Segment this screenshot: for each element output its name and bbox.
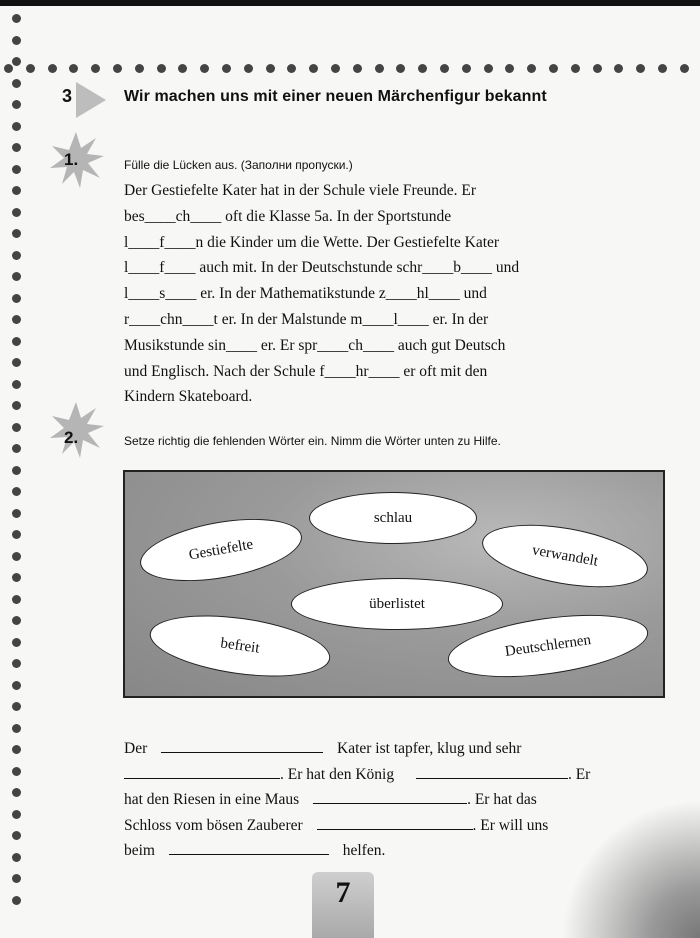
border-dot [12, 767, 21, 776]
text-segment: helfen. [342, 842, 386, 860]
border-dot [12, 272, 21, 281]
section-title: Wir machen uns mit einer neuen Märchenfigur bekannt [124, 88, 547, 105]
task-1-text [124, 178, 664, 410]
border-dot [12, 358, 21, 367]
border-dot [12, 143, 21, 152]
border-dot [12, 337, 21, 346]
task-1-instruction: Fülle die Lücken aus. (Заполни пропуски.) [124, 158, 353, 172]
border-dot [658, 64, 667, 73]
border-dot [12, 122, 21, 131]
border-dot [12, 702, 21, 711]
border-dot [527, 64, 536, 73]
fill-blank[interactable] [313, 789, 467, 804]
border-dot [222, 64, 231, 73]
top-dotted-border [0, 62, 700, 76]
fill-blank[interactable] [124, 764, 280, 779]
border-dot [287, 64, 296, 73]
text-line: l____s____ er. In der Mathematikstunde z____hl____ und [124, 285, 487, 303]
text-segment: . Er hat das [467, 791, 537, 809]
border-dot [157, 64, 166, 73]
text-segment: beim [124, 842, 155, 860]
word-oval-verwandelt: verwandelt [477, 514, 652, 598]
page-number: 7 [335, 876, 351, 909]
border-dot [12, 100, 21, 109]
section-number: 3 [62, 86, 73, 106]
task-1-number: 1. [64, 150, 79, 169]
border-dot [484, 64, 493, 73]
fill-blank[interactable] [416, 764, 568, 779]
border-dot [12, 659, 21, 668]
text-segment: . Er hat den König [280, 765, 395, 783]
fill-blank[interactable] [169, 840, 329, 855]
border-dot [12, 380, 21, 389]
text-line: r____chn____t er. In der Malstunde m____l____ er. In der [124, 310, 489, 328]
border-dot [12, 874, 21, 883]
border-dot [69, 64, 78, 73]
border-dot [12, 530, 21, 539]
border-dot [200, 64, 209, 73]
text-segment: . Er will uns [472, 816, 549, 834]
border-dot [12, 315, 21, 324]
border-dot [135, 64, 144, 73]
border-dot [12, 788, 21, 797]
border-dot [244, 64, 253, 73]
border-dot [12, 186, 21, 195]
border-dot [26, 64, 35, 73]
word-bank [123, 470, 665, 698]
border-dot [12, 165, 21, 174]
border-dot [396, 64, 405, 73]
border-dot [12, 745, 21, 754]
border-dot [12, 638, 21, 647]
border-dot [91, 64, 100, 73]
border-dot [614, 64, 623, 73]
border-dot [549, 64, 558, 73]
fill-blank[interactable] [317, 815, 473, 830]
word-oval-deutschlernen: Deutschlernen [444, 604, 652, 688]
border-dot [12, 810, 21, 819]
border-dot [12, 552, 21, 561]
border-dot [12, 896, 21, 905]
border-dot [375, 64, 384, 73]
text-line [124, 762, 664, 788]
border-dot [593, 64, 602, 73]
border-dot [12, 444, 21, 453]
page-corner-shadow [560, 800, 700, 938]
border-dot [440, 64, 449, 73]
border-dot [12, 36, 21, 45]
border-dot [462, 64, 471, 73]
text-segment: Kater ist tapfer, klug und sehr [337, 740, 522, 757]
text-line: Kindern Skateboard. [124, 388, 253, 406]
text-segment: hat den Riesen in eine Maus [124, 791, 300, 809]
border-dot [266, 64, 275, 73]
border-dot [12, 401, 21, 410]
border-dot [12, 853, 21, 862]
border-dot [571, 64, 580, 73]
border-dot [418, 64, 427, 73]
border-dot [505, 64, 514, 73]
border-dot [12, 724, 21, 733]
text-line: und Englisch. Nach der Schule f____hr____ er oft mit den [124, 362, 488, 380]
border-dot [12, 573, 21, 582]
text-segment: . Er [567, 765, 591, 783]
text-line: Der Gestiefelte Kater hat in der Schule viele Freunde. Er [124, 182, 477, 199]
word-oval-befreit: befreit [146, 606, 334, 687]
word-oval-gestiefelte: Gestiefelte [135, 508, 306, 592]
border-dot [636, 64, 645, 73]
border-dot [309, 64, 318, 73]
border-dot [4, 64, 13, 73]
border-dot [48, 64, 57, 73]
border-dot [12, 229, 21, 238]
border-dot [178, 64, 187, 73]
border-dot [12, 595, 21, 604]
border-dot [113, 64, 122, 73]
border-dot [12, 466, 21, 475]
word-oval-schlau: schlau [309, 492, 477, 544]
border-dot [12, 14, 21, 23]
text-line: l____f____n die Kinder um die Wette. Der Gestiefelte Kater [124, 233, 500, 251]
text-line: Musikstunde sin____ er. Er spr____ch____ auch gut Deutsch [124, 336, 506, 354]
word-oval-ueberlistet: überlistet [291, 578, 503, 630]
task-2-number: 2. [64, 428, 79, 447]
top-border [0, 0, 700, 6]
text-segment: Der [124, 740, 148, 757]
border-dot [12, 831, 21, 840]
border-dot [12, 208, 21, 217]
border-dot [12, 294, 21, 303]
fill-blank[interactable] [161, 738, 323, 753]
text-line [124, 736, 664, 762]
border-dot [12, 487, 21, 496]
task-2-instruction: Setze richtig die fehlenden Wörter ein. Nimm die Wörter unten zu Hilfe. [124, 434, 501, 448]
border-dot [680, 64, 689, 73]
border-dot [12, 509, 21, 518]
border-dot [12, 79, 21, 88]
border-dot [12, 681, 21, 690]
text-line: bes____ch____ oft die Klasse 5a. In der Sportstunde [124, 207, 452, 225]
text-line: l____f____ auch mit. In der Deutschstunde schr____b____ und [124, 259, 520, 277]
border-dot [12, 616, 21, 625]
border-dot [12, 251, 21, 260]
border-dot [331, 64, 340, 73]
border-dot [12, 423, 21, 432]
text-segment: Schloss vom bösen Zauberer [124, 816, 303, 834]
border-dot [353, 64, 362, 73]
